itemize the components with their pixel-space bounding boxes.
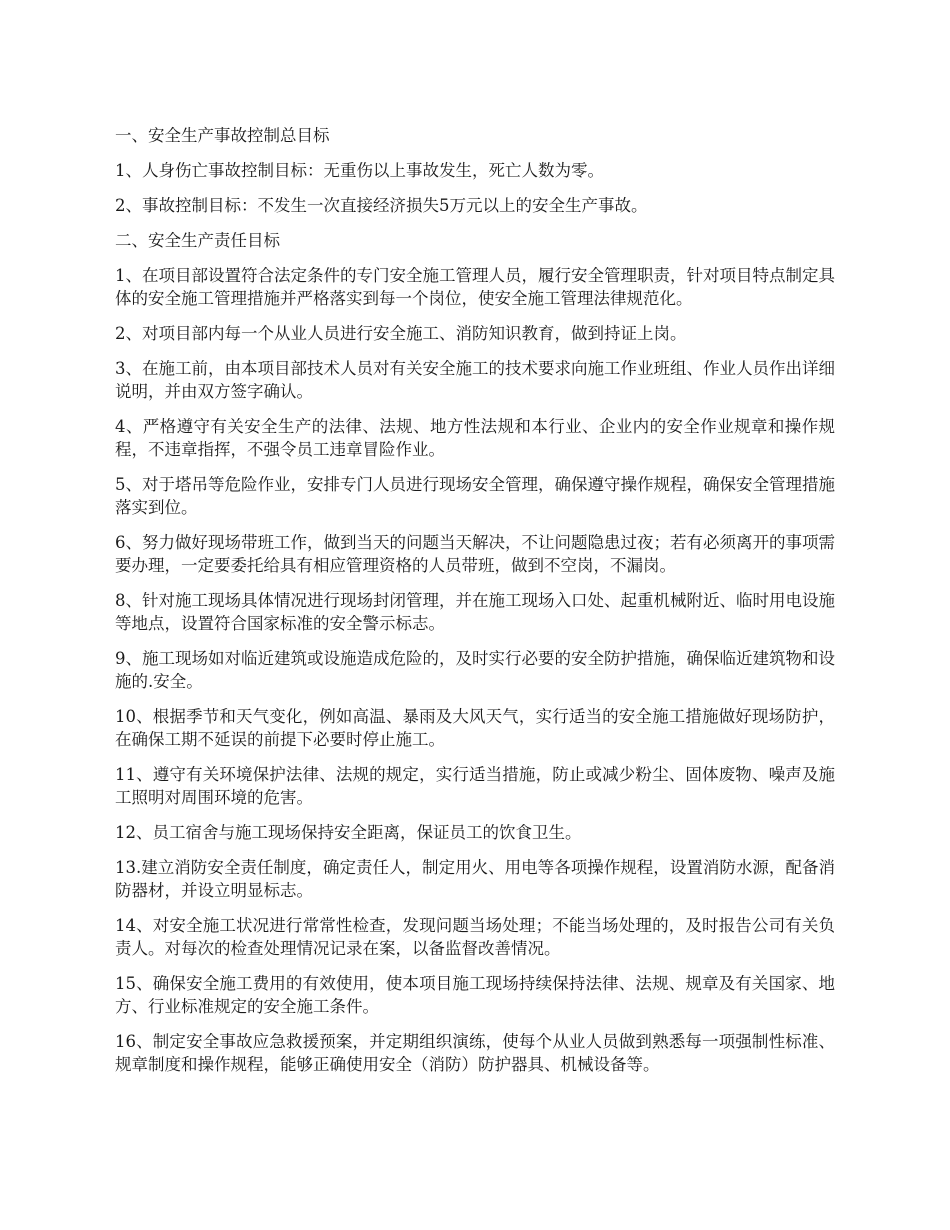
paragraph: 10、根据季节和天气变化，例如高温、暴雨及大风天气，实行适当的安全施工措施做好现场防护，在确保工期不延误的前提下必要时停止施工。	[115, 707, 835, 749]
paragraph: 12、员工宿舍与施工现场保持安全距离，保证员工的饮食卫生。	[115, 823, 582, 842]
paragraph: 3、在施工前，由本项目部技术人员对有关安全施工的技术要求向施工作业班组、作业人员作出详细说明，并由双方签字确认。	[115, 359, 835, 401]
paragraph: 16、制定安全事故应急救援预案，并定期组织演练，使每个从业人员做到熟悉每一项强制性标准、规章制度和操作规程，能够正确使用安全（消防）防护器具、机械设备等。	[115, 1032, 835, 1074]
paragraph: 8、针对施工现场具体情况进行现场封闭管理，并在施工现场入口处、起重机械附近、临时用电设施等地点，设置符合国家标准的安全警示标志。	[115, 591, 835, 633]
paragraph: 13.建立消防安全责任制度，确定责任人，制定用火、用电等各项操作规程，设置消防水源，配备消防器材，并设立明显标志。	[115, 858, 835, 900]
paragraph: 15、确保安全施工费用的有效使用，使本项目施工现场持续保持法律、法规、规章及有关国家、地方、行业标准规定的安全施工条件。	[115, 974, 835, 1016]
paragraph: 2、对项目部内每一个从业人员进行安全施工、消防知识教育，做到持证上岗。	[115, 324, 687, 343]
document-body	[115, 124, 835, 1088]
paragraph: 1、人身伤亡事故控制目标：无重伤以上事故发生，死亡人数为零。	[115, 161, 604, 180]
paragraph: 2、事故控制目标：不发生一次直接经济损失5万元以上的安全生产事故。	[115, 196, 648, 215]
paragraph: 9、施工现场如对临近建筑或设施造成危险的，及时实行必要的安全防护措施，确保临近建筑物和设施的.安全。	[115, 649, 835, 691]
section-heading-1: 一、安全生产事故控制总目标	[115, 126, 330, 145]
paragraph: 4、严格遵守有关安全生产的法律、法规、地方性法规和本行业、企业内的安全作业规章和操作规程，不违章指挥，不强令员工违章冒险作业。	[115, 417, 835, 459]
section-heading-2: 二、安全生产责任目标	[115, 231, 280, 250]
paragraph: 1、在项目部设置符合法定条件的专门安全施工管理人员，履行安全管理职责，针对项目特点制定具体的安全施工管理措施并严格落实到每一个岗位，使安全施工管理法律规范化。	[115, 266, 835, 308]
paragraph: 6、努力做好现场带班工作，做到当天的问题当天解决，不让问题隐患过夜；若有必须离开的事项需要办理，一定要委托给具有相应管理资格的人员带班，做到不空岗，不漏岗。	[115, 533, 835, 575]
paragraph: 14、对安全施工状况进行常常性检查，发现问题当场处理；不能当场处理的，及时报告公司有关负责人。对每次的检查处理情况记录在案，以备监督改善情况。	[115, 916, 835, 958]
paragraph: 11、遵守有关环境保护法律、法规的规定，实行适当措施，防止或减少粉尘、固体废物、噪声及施工照明对周围环境的危害。	[115, 765, 835, 807]
paragraph: 5、对于塔吊等危险作业，安排专门人员进行现场安全管理，确保遵守操作规程，确保安全管理措施落实到位。	[115, 475, 835, 517]
